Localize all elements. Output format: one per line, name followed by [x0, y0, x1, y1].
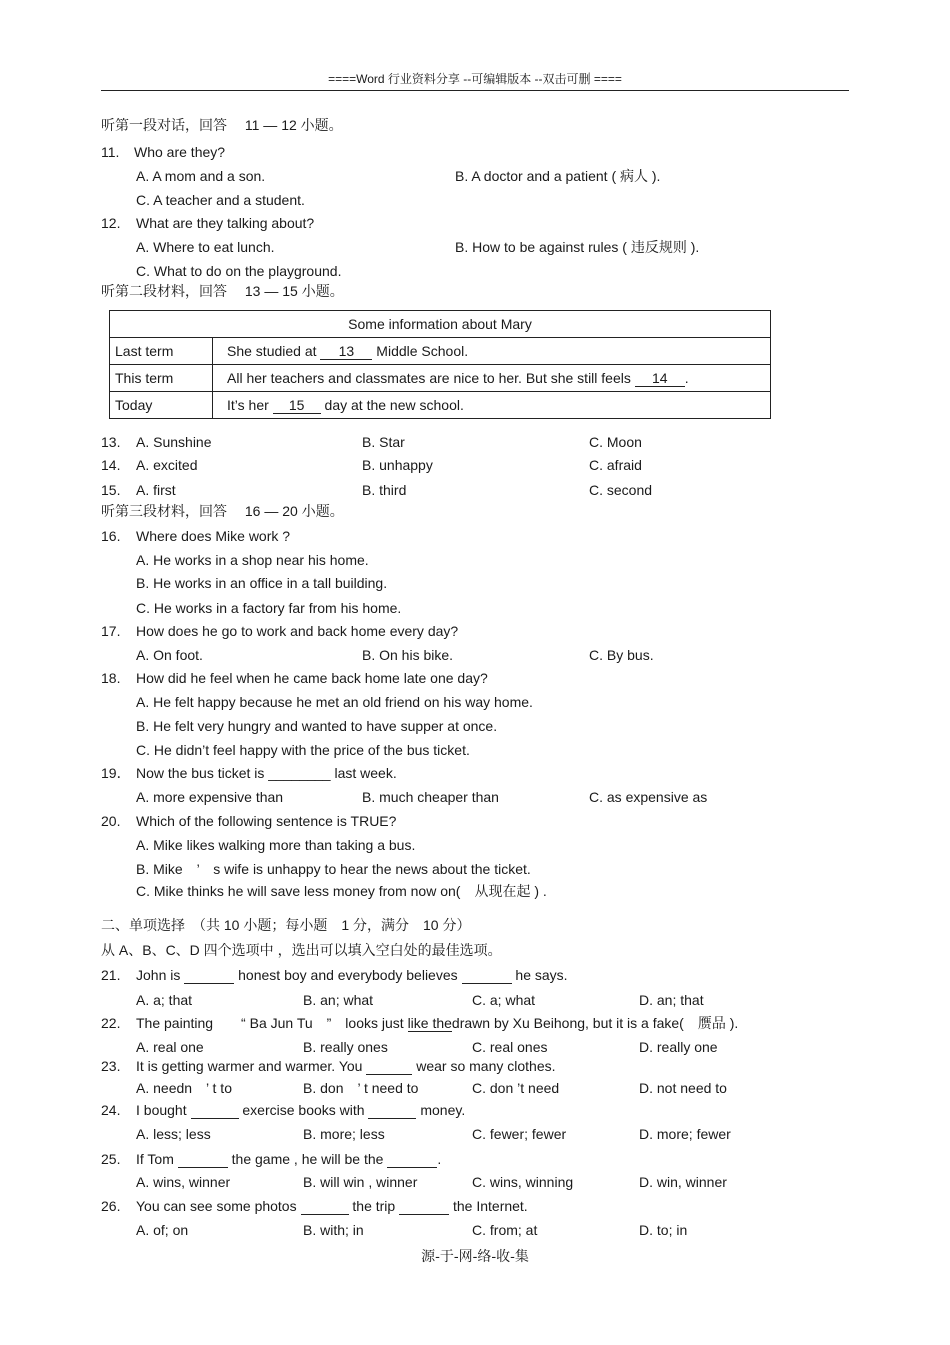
answer-blank: 15 — [273, 398, 321, 414]
option-d: D. really one — [639, 1039, 718, 1055]
question-stem: I bought exercise books with money. — [136, 1102, 466, 1118]
option-a: A. of; on — [136, 1222, 189, 1238]
option-d: D. win, winner — [639, 1174, 727, 1190]
option-a: A. Sunshine — [136, 434, 212, 450]
question-number: 22. — [101, 1015, 121, 1031]
row-label: This term — [110, 365, 213, 392]
option-a: A. first — [136, 482, 176, 498]
question-stem: Now the bus ticket is ________ last week. — [136, 765, 397, 781]
question-number: 17. — [101, 623, 121, 639]
question-number: 21. — [101, 967, 121, 983]
row-label: Last term — [110, 338, 213, 365]
table-row — [110, 392, 771, 419]
option-a: A. On foot. — [136, 647, 203, 663]
table-title: Some information about Mary — [110, 311, 771, 338]
question-stem: What are they talking about? — [136, 215, 315, 231]
question-number: 18. — [101, 670, 121, 686]
question-stem: If Tom the game , he will be the . — [136, 1151, 442, 1167]
question-number: 20. — [101, 813, 121, 829]
option-c: C. real ones — [472, 1039, 548, 1055]
section-heading-1: 听第一段对话，回答 11 — 12 小题。 — [101, 117, 343, 133]
option-b: B. He felt very hungry and wanted to have supper at once. — [136, 718, 498, 734]
option-b: B. He works in an office in a tall building. — [136, 575, 388, 591]
option-b: B. really ones — [303, 1039, 388, 1055]
question-stem: The painting “ Ba Jun Tu ” looks just like thedrawn by Xu Beihong, but it is a fake( 赝品 ). — [136, 1015, 739, 1031]
option-b: B. third — [362, 482, 407, 498]
option-a: A. He works in a shop near his home. — [136, 552, 369, 568]
option-b: B. Mike ’ s wife is unhappy to hear the news about the ticket. — [136, 861, 531, 877]
row-content: All her teachers and classmates are nice to her. But she still feels 14 . — [213, 365, 771, 392]
option-b: B. On his bike. — [362, 647, 454, 663]
header-rule — [101, 90, 849, 91]
option-a: A. needn ’ t to — [136, 1080, 232, 1096]
option-b: B. Star — [362, 434, 405, 450]
option-b: B. don ’ t need to — [303, 1080, 419, 1096]
answer-blank: 13 — [320, 344, 372, 360]
option-c: C. afraid — [589, 457, 642, 473]
option-a: A. real one — [136, 1039, 204, 1055]
option-b: B. an; what — [303, 992, 374, 1008]
option-b: B. with; in — [303, 1222, 364, 1238]
info-table — [109, 310, 771, 419]
option-c: C. a; what — [472, 992, 536, 1008]
option-d: D. to; in — [639, 1222, 688, 1238]
option-b: B. more; less — [303, 1126, 385, 1142]
option-b: B. How to be against rules ( 违反规则 ). — [455, 239, 700, 255]
option-a: A. a; that — [136, 992, 193, 1008]
row-content: She studied at 13 Middle School. — [213, 338, 771, 365]
question-number: 23. — [101, 1058, 121, 1074]
part-instructions: 从 A、B、C、D 四个选项中 ，选出可以填入空白处的最佳选项。 — [101, 942, 502, 958]
option-c: C. don ’t need — [472, 1080, 560, 1096]
option-c: C. A teacher and a student. — [136, 192, 305, 208]
option-a: A. He felt happy because he met an old friend on his way home. — [136, 694, 533, 710]
question-number: 25. — [101, 1151, 121, 1167]
option-a: A. more expensive than — [136, 789, 284, 805]
option-c: C. as expensive as — [589, 789, 708, 805]
question-number: 12. — [101, 215, 121, 231]
option-d: D. an; that — [639, 992, 704, 1008]
option-c: C. He didn’t feel happy with the price of the bus ticket. — [136, 742, 470, 758]
question-number: 13. — [101, 434, 121, 450]
option-a: A. wins, winner — [136, 1174, 231, 1190]
question-number: 16. — [101, 528, 121, 544]
table-row — [110, 365, 771, 392]
part-heading: 二、单项选择 （共 10 小题；每小题 1 分，满分 10 分） — [101, 917, 471, 933]
question-stem: How did he feel when he came back home late one day? — [136, 670, 488, 686]
page-header: ====Word 行业资料分享 --可编辑版本 --双击可删 ==== — [328, 72, 622, 86]
question-stem: Who are they? — [134, 144, 226, 160]
option-b: B. much cheaper than — [362, 789, 499, 805]
option-c: C. By bus. — [589, 647, 654, 663]
row-content: It’s her 15 day at the new school. — [213, 392, 771, 419]
question-number: 19． — [101, 765, 131, 781]
answer-blank: 14 — [635, 371, 685, 387]
option-a: A. Mike likes walking more than taking a bus. — [136, 837, 416, 853]
question-stem: You can see some photos the trip the Internet. — [136, 1198, 528, 1214]
option-d: D. more; fewer — [639, 1126, 731, 1142]
row-label: Today — [110, 392, 213, 419]
option-b: B. will win , winner — [303, 1174, 418, 1190]
table-row — [110, 338, 771, 365]
option-a: A. Where to eat lunch. — [136, 239, 275, 255]
option-c: C. from; at — [472, 1222, 538, 1238]
option-c: C. Moon — [589, 434, 642, 450]
question-number: 24. — [101, 1102, 121, 1118]
section-heading-3: 听第三段材料，回答 16 — 20 小题。 — [101, 503, 344, 519]
option-b: B. A doctor and a patient ( 病人 ). — [455, 168, 661, 184]
option-a: A. A mom and a son. — [136, 168, 266, 184]
option-c: C. second — [589, 482, 653, 498]
option-c: C. He works in a factory far from his home. — [136, 600, 402, 616]
question-number: 11. — [101, 144, 120, 160]
question-stem: Where does Mike work ? — [136, 528, 291, 544]
question-number: 26. — [101, 1198, 121, 1214]
option-c: C. Mike thinks he will save less money from now on( 从现在起 ) . — [136, 883, 547, 899]
question-stem: It is getting warmer and warmer. You wear so many clothes. — [136, 1058, 556, 1074]
question-number: 15. — [101, 482, 121, 498]
page-footer: 源-于-网-络-收-集 — [421, 1249, 529, 1265]
table-row — [110, 311, 771, 338]
option-b: B. unhappy — [362, 457, 433, 473]
question-number: 14. — [101, 457, 121, 473]
option-d: D. not need to — [639, 1080, 727, 1096]
option-c: C. fewer; fewer — [472, 1126, 567, 1142]
option-c: C. What to do on the playground. — [136, 263, 342, 279]
section-heading-2: 听第二段材料，回答 13 — 15 小题。 — [101, 283, 344, 299]
option-a: A. excited — [136, 457, 198, 473]
question-stem: John is honest boy and everybody believes he says. — [136, 967, 568, 983]
option-a: A. less; less — [136, 1126, 211, 1142]
question-stem: Which of the following sentence is TRUE? — [136, 813, 397, 829]
question-stem: How does he go to work and back home every day? — [136, 623, 459, 639]
option-c: C. wins, winning — [472, 1174, 574, 1190]
